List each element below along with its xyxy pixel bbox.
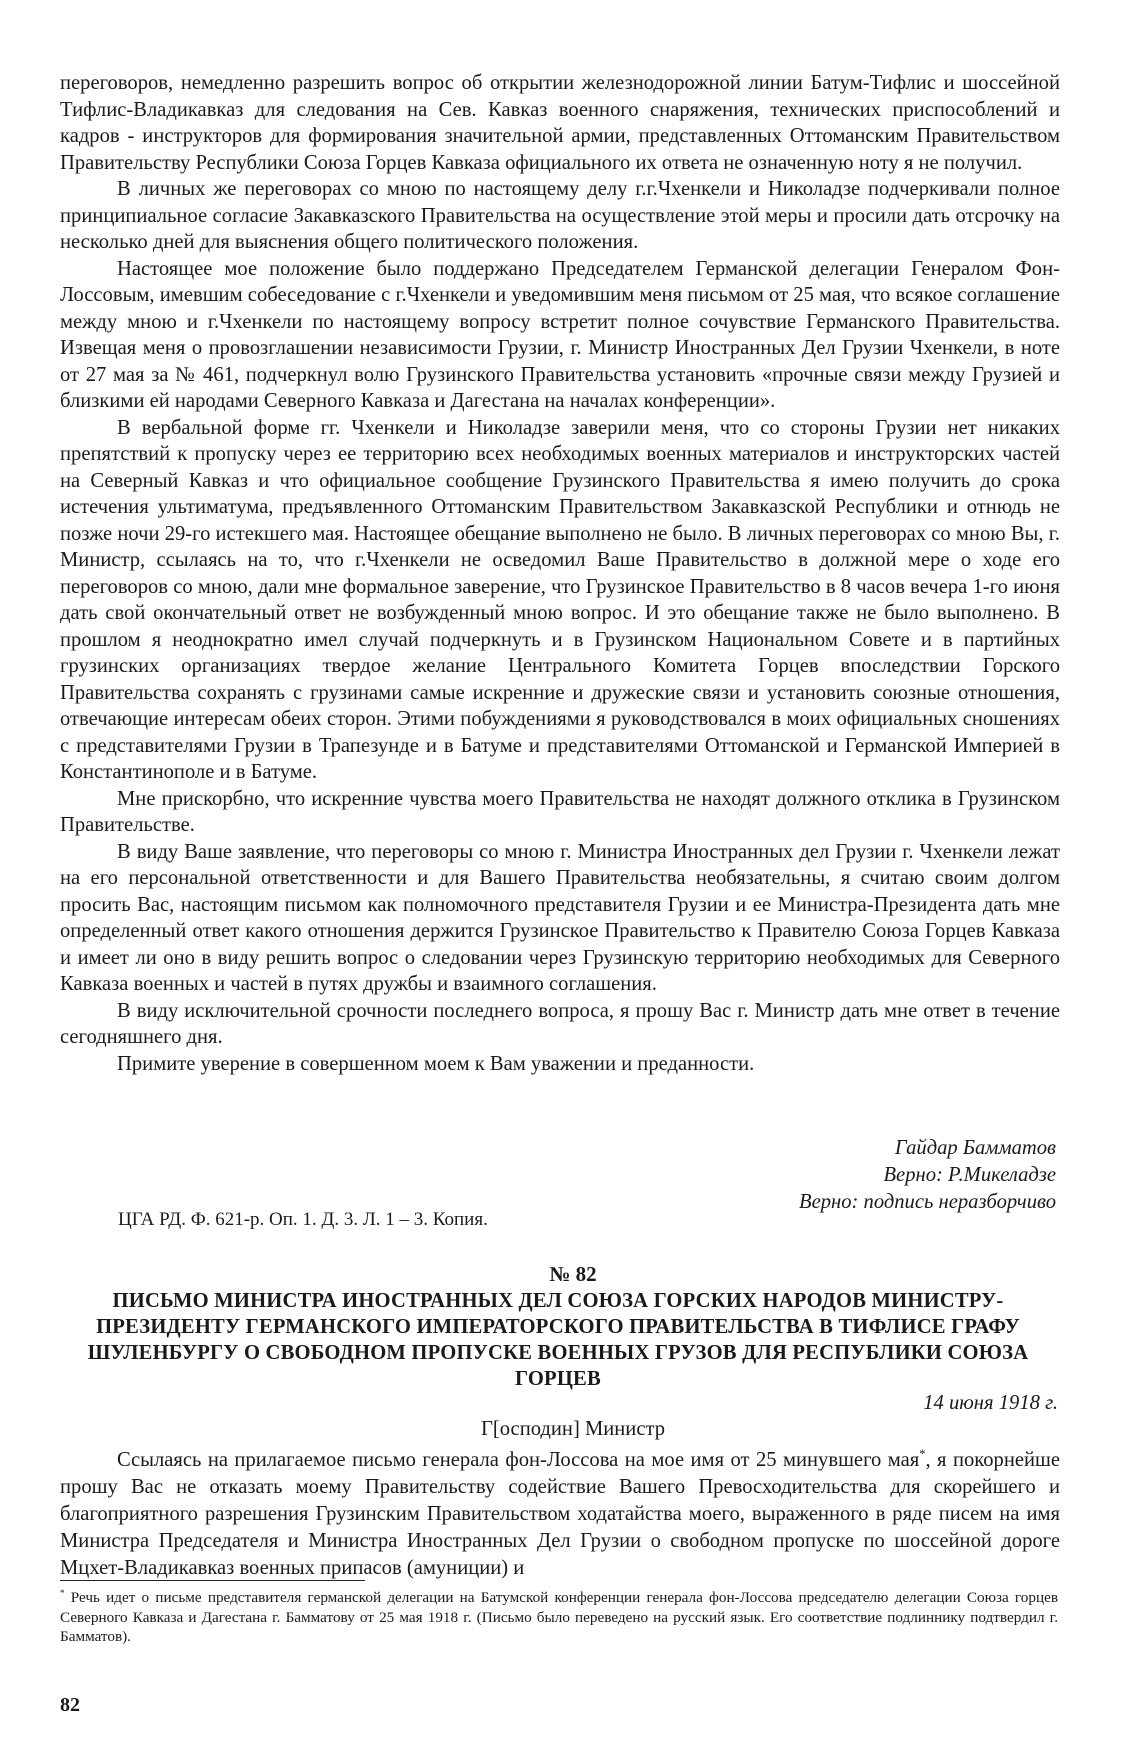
letter-82-text-end: , я покорнейше прошу Вас не отказать моему Правительству содействие Вашего Превосходительства для скорейшего и благоприятного разрешения Грузинским Правительством ходатайства моего, выраженного в ряде писем на имя Министра Председателя и Министра Иностранных Дел Грузии о свободном пропуске по шоссейной дороге Мцхет-Владикавказ военных припасов (амуниции) и: [60, 1449, 1061, 1579]
footnote-divider: [60, 1580, 365, 1581]
footnote-mark: *: [919, 1447, 926, 1462]
paragraph-5: Мне прискорбно, что искренние чувства моего Правительства не находят должного отклика в Грузинском Правительстве.: [60, 787, 1060, 836]
paragraph-1: переговоров, немедленно разрешить вопрос об открытии железнодорожной линии Батум-Тифлис и шоссейной Тифлис-Владикавказ для следования на Сев. Кавказ военного снаряжения, технических приспособлений и кадров - инструкторов для формирования значительной армии, представленных Оттоманским Правительством Правительству Республики Союза Горцев Кавказа официального их ответа не означенную ноту я не получил.: [60, 72, 1060, 174]
paragraph-2: В личных же переговорах со мною по настоящему делу г.г.Чхенкели и Николадзе подчеркивали полное принципиальное согласие Закавказского Правительства на осуществление этой меры и просили дать отсрочку на несколько дней для выяснения общего политического положения.: [60, 178, 1060, 253]
document-date: 14 июня 1918 г.: [923, 1392, 1058, 1414]
letter-82-paragraph: [60, 1447, 1060, 1582]
letter-82-text-start: Ссылаясь на прилагаемое письмо генерала фон-Лоссова на мое имя от 25 минувшего мая: [117, 1449, 920, 1471]
footnote: [60, 1588, 1058, 1647]
paragraph-4: В вербальной форме гг. Чхенкели и Николадзе заверили меня, что со стороны Грузии нет никаких препятствий к пропуску через ее территорию всех необходимых военных материалов и инструкторских частей на Северный Кавказ и что официальное сообщение Грузинского Правительства я имею получить до срока истечения ультиматума, предъявленного Оттоманским Правительством Закавказской Республики и отнюдь не позже ночи 29-го истекшего мая. Настоящее обещание выполнено не было. В личных переговорах со мною Вы, г. Министр, ссылаясь на то, что г.Чхенкели не осведомил Ваше Правительство в должной мере о ходе его переговоров со мною, дали мне формальное заверение, что Грузинское Правительство в 8 часов вечера 1-го июня дать свой окончательный ответ не возбужденный мною вопрос. И это обещание также не было выполнено. В прошлом я неоднократно имел случай подчеркнуть и в Грузинском Национальном Совете и в партийных грузинских организациях твердое желание Центрального Комитета Горцев впоследствии Горского Правительства сохранять с грузинами самые искренние и дружеские связи и установить союзные отношения, отвечающие интересам обеих сторон. Этими побуждениями я руководствовался в моих официальных сношениях с представителями Грузии в Трапезунде и в Батуме и представителями Оттоманской и Германской Империей в Константинополе и в Батуме.: [60, 416, 1060, 783]
paragraph-6: В виду Ваше заявление, что переговоры со мною г. Министра Иностранных дел Грузии г. Чхенкели лежат на его персональной ответственности и для Вашего Правительства необязательны, я считаю своим долгом просить Вас, настоящим письмом как полномочного представителя Грузии и ее Министра-Президента дать мне определенный ответ какого отношения держится Грузинское Правительство к Правителю Союза Горцев Кавказа и имеет ли оно в виду решить вопрос о следовании через Грузинскую территорию необходимых для Северного Кавказа военных и частей в путях дружбы и взаимного соглашения.: [60, 840, 1060, 995]
signature-verified-2: Верно: подпись неразборчиво: [798, 1191, 1056, 1213]
signature-author: Гайдар Бамматов: [894, 1137, 1056, 1159]
salutation: Г[осподин] Министр: [480, 1418, 666, 1440]
document-title: ПИСЬМО МИНИСТРА ИНОСТРАННЫХ ДЕЛ СОЮЗА ГОРСКИХ НАРОДОВ МИНИСТРУ-ПРЕЗИДЕНТУ ГЕРМАНСКОГО ИМПЕРАТОРСКОГО ПРАВИТЕЛЬСТВА В ТИФЛИСЕ ГРАФУ ШУЛЕНБУРГУ О СВОБОДНОМ ПРОПУСКЕ ВОЕННЫХ ГРУЗОВ ДЛЯ РЕСПУБЛИКИ СОЮЗА ГОРЦЕВ: [87, 1290, 1029, 1390]
document-number: № 82: [549, 1262, 597, 1286]
paragraph-7: В виду исключительной срочности последнего вопроса, я прошу Вас г. Министр дать мне ответ в течение сегодняшнего дня.: [60, 999, 1060, 1048]
footnote-text: Речь идет о письме представителя германской делегации на Батумской конференции генерала фон-Лоссова председателю делегации Союза горцев Северного Кавказа и Дагестана г. Бамматову от 25 мая 1918 г. (Письмо было переведено на русский язык. Его соответствие подлиннику подтвердил г. Бамматов).: [60, 1589, 1059, 1645]
letter-body: [60, 70, 1060, 1077]
letter-82-body: [60, 1447, 1060, 1582]
signature-block: [60, 1135, 1056, 1216]
footnote-marker: *: [60, 1587, 65, 1598]
signature-verified-1: Верно: Р.Микеладзе: [883, 1164, 1056, 1186]
paragraph-8: Примите уверение в совершенном моем к Вам уважении и преданности.: [117, 1052, 755, 1075]
paragraph-3: Настоящее мое положение было поддержано Председателем Германской делегации Генералом Фон-Лоссовым, имевшим собеседование с г.Чхенкели и уведомившим меня письмом от 25 мая, что всякое соглашение между мною и г.Чхенкели по настоящему вопросу встретит полное сочувствие Германского Правительства. Извещая меня о провозглашении независимости Грузии, г. Министр Иностранных Дел Грузии Чхенкели, в ноте от 27 мая за № 461, подчеркнул волю Грузинского Правительства установить «прочные связи между Грузией и близкими ей народами Северного Кавказа и Дагестана на началах конференции».: [60, 257, 1060, 412]
archive-reference: ЦГА РД. Ф. 621-р. Оп. 1. Д. 3. Л. 1 – 3. Копия.: [118, 1209, 488, 1230]
page-number: 82: [60, 1694, 80, 1716]
